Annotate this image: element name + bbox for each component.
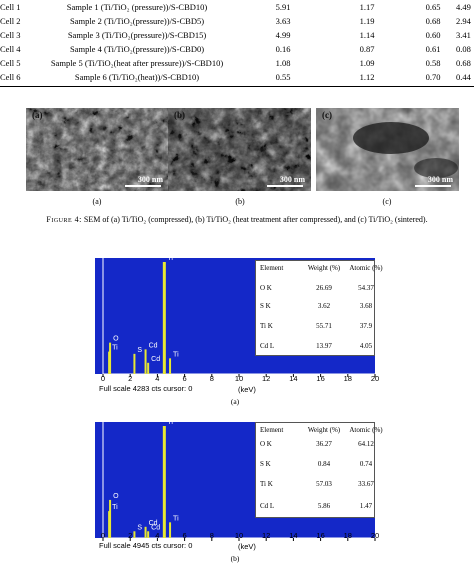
- value-3: 0.65: [425, 2, 441, 12]
- value-2: 1.17: [359, 2, 375, 12]
- sample-name: Sample 1 (Ti/TiO₂ (pressure))/S-CBD10): [66, 2, 208, 12]
- scale-bar: [415, 185, 451, 187]
- value-2: 1.09: [359, 58, 375, 68]
- eds-label-a: (a): [230, 397, 240, 406]
- atomic: 64.12: [358, 440, 374, 448]
- figure-caption: [0, 215, 474, 224]
- peak-label: S: [137, 346, 143, 354]
- scale-bar: [125, 185, 161, 187]
- sem-image-a: [26, 108, 169, 191]
- cell-name: Cell 6: [0, 72, 21, 82]
- peak-label: Cd: [151, 355, 161, 363]
- x-tick-label: 16: [316, 531, 325, 540]
- composition-header: [256, 425, 383, 435]
- scale-label: 300 nm: [427, 175, 453, 184]
- col-atomic: Atomic (%): [349, 264, 383, 272]
- x-tick-label: 20: [370, 531, 380, 540]
- subfigure-label-c: (c): [382, 197, 392, 206]
- sample-name: Sample 5 (Ti/TiO₂(heat after pressure))/S-CBD10): [50, 58, 224, 68]
- atomic: 1.47: [359, 502, 373, 510]
- x-tick-label: 4: [155, 531, 160, 540]
- x-tick-label: 10: [234, 531, 244, 540]
- peak-label: Ti: [173, 515, 179, 523]
- element: Ti K: [260, 322, 273, 330]
- peak-label: Ti: [167, 419, 173, 426]
- value-1: 5.91: [275, 2, 291, 12]
- peak-label: Cd: [148, 342, 158, 350]
- composition-row: [256, 283, 374, 293]
- value-3: 0.61: [425, 44, 441, 54]
- atomic: 0.74: [359, 460, 373, 468]
- value-2: 1.14: [359, 30, 375, 40]
- spectrum-peak: [169, 358, 171, 374]
- value-4: 4.49: [456, 2, 471, 12]
- col-weight: Weight (%): [307, 264, 341, 272]
- sample-name: Sample 2 (Ti/TiO₂(pressure))/S-CBD5): [69, 16, 205, 26]
- kev-unit-b: (keV): [238, 542, 256, 551]
- cell-name: Cell 1: [0, 2, 21, 12]
- value-2: 1.12: [359, 72, 375, 82]
- composition-row: [256, 439, 374, 449]
- cell-name: Cell 4: [0, 44, 21, 54]
- sem-tag: (b): [174, 110, 185, 120]
- value-1: 1.08: [275, 58, 291, 68]
- spectrum-peak: [147, 363, 149, 374]
- peak-label: O: [113, 335, 119, 343]
- x-tick-label: 0: [100, 531, 106, 540]
- sem-image-b: [168, 108, 311, 191]
- weight: 55.71: [316, 322, 332, 330]
- value-1: 4.99: [275, 30, 291, 40]
- table-row: [0, 14, 474, 28]
- atomic: 33.67: [358, 480, 374, 488]
- table-row: [0, 28, 474, 42]
- x-tick-label: 16: [316, 374, 325, 383]
- x-tick-label: 12: [262, 374, 271, 383]
- atomic: 3.68: [359, 302, 373, 310]
- composition-header: [256, 263, 383, 273]
- peak-label: S: [137, 524, 143, 532]
- peak-label: Cd: [151, 524, 161, 532]
- col-atomic: Atomic (%): [349, 426, 383, 434]
- x-tick-label: 10: [234, 374, 244, 383]
- sample-name: Sample 6 (Ti/TiO₂(heat))/S-CBD10): [74, 72, 200, 82]
- full-scale-b: Full scale 4945 cts cursor: 0: [99, 541, 193, 550]
- scale-label: 300 nm: [137, 175, 163, 184]
- value-4: 0.68: [456, 58, 471, 68]
- x-tick-label: 0: [100, 374, 106, 383]
- composition-row: [256, 479, 374, 489]
- element: Ti K: [260, 480, 273, 488]
- weight: 36.27: [316, 440, 332, 448]
- col-element: Element: [260, 426, 284, 434]
- eds-label-b: (b): [230, 554, 240, 563]
- x-tick-label: 2: [128, 374, 133, 383]
- value-4: 3.41: [456, 30, 471, 40]
- kev-unit-a: (keV): [238, 385, 256, 394]
- composition-row: [256, 321, 374, 331]
- weight: 0.84: [317, 460, 331, 468]
- x-tick-label: 14: [289, 374, 298, 383]
- caption-prefix: Figure 4:: [46, 215, 82, 224]
- value-3: 0.58: [425, 58, 441, 68]
- value-3: 0.68: [425, 16, 441, 26]
- value-4: 0.08: [456, 44, 471, 54]
- value-2: 0.87: [359, 44, 375, 54]
- composition-row: [256, 501, 374, 511]
- x-tick-label: 14: [289, 531, 298, 540]
- value-1: 3.63: [275, 16, 291, 26]
- sem-tag: (c): [322, 110, 332, 120]
- table-row: [0, 70, 474, 84]
- composition-row: [256, 341, 374, 351]
- spectrum-peak: [169, 522, 171, 538]
- peak-label: Ti: [167, 255, 173, 262]
- results-table: [0, 0, 474, 92]
- x-tick-label: 8: [209, 531, 214, 540]
- composition-row: [256, 459, 374, 469]
- table-bottom-rule: [0, 86, 474, 87]
- spectrum-peak: [163, 426, 166, 538]
- cell-name: Cell 2: [0, 16, 21, 26]
- value-1: 0.16: [275, 44, 291, 54]
- x-tick-label: 6: [182, 374, 187, 383]
- weight: 26.69: [316, 284, 332, 292]
- value-4: 0.44: [456, 72, 471, 82]
- x-tick-label: 18: [343, 531, 352, 540]
- peak-label: Ti: [112, 504, 118, 512]
- cell-name: Cell 3: [0, 30, 21, 40]
- sample-name: Sample 4 (Ti/TiO₂(pressure))/S-CBD0): [69, 44, 205, 54]
- peak-label: Ti: [173, 351, 179, 359]
- atomic: 4.05: [359, 342, 373, 350]
- weight: 5.86: [317, 502, 331, 510]
- caption-text: SEM of (a) Ti/TiO₂ (compressed), (b) Ti/TiO₂ (heat treatment after compressed), and (c) Ti/TiO₂ (sintered).: [83, 215, 428, 224]
- value-1: 0.55: [275, 72, 291, 82]
- cell-name: Cell 5: [0, 58, 21, 68]
- spectrum-peak: [108, 352, 110, 374]
- value-2: 1.19: [359, 16, 375, 26]
- x-tick-label: 8: [209, 374, 214, 383]
- composition-table-a: [255, 260, 383, 356]
- sample-name: Sample 3 (Ti/TiO₂(pressure))/S-CBD15): [67, 30, 207, 40]
- scale-bar: [267, 185, 303, 187]
- spectrum-peak: [145, 349, 147, 374]
- composition-table-b: [255, 422, 383, 518]
- spectrum-peak: [145, 527, 147, 538]
- x-tick-label: 12: [262, 531, 271, 540]
- element: S K: [260, 460, 271, 468]
- table-row: [0, 56, 474, 70]
- composition-row: [256, 301, 374, 311]
- full-scale-a: Full scale 4283 cts cursor: 0: [99, 384, 193, 393]
- sem-image-c: [316, 108, 459, 191]
- peak-label: O: [113, 492, 119, 500]
- value-3: 0.60: [425, 30, 441, 40]
- subfigure-label-a: (a): [92, 197, 102, 206]
- col-element: Element: [260, 264, 284, 272]
- weight: 13.97: [316, 342, 332, 350]
- atomic: 54.37: [358, 284, 374, 292]
- x-tick-label: 6: [182, 531, 187, 540]
- element: O K: [260, 284, 272, 292]
- element: S K: [260, 302, 271, 310]
- x-tick-label: 20: [370, 374, 380, 383]
- subfigure-label-b: (b): [235, 197, 245, 206]
- element: Cd L: [260, 342, 275, 350]
- x-tick-label: 18: [343, 374, 352, 383]
- spectrum-peak: [133, 354, 135, 374]
- element: Cd L: [260, 502, 275, 510]
- peak-label: Ti: [112, 344, 118, 352]
- sem-tag: (a): [32, 110, 43, 120]
- element: O K: [260, 440, 272, 448]
- value-3: 0.70: [425, 72, 441, 82]
- peak-label: Cd: [148, 519, 158, 527]
- x-tick-label: 4: [155, 374, 160, 383]
- table-row: [0, 0, 474, 14]
- spectrum-peak: [163, 262, 166, 374]
- value-4: 2.94: [456, 16, 471, 26]
- scale-label: 300 nm: [279, 175, 305, 184]
- table-row: [0, 42, 474, 56]
- x-tick-label: 2: [128, 531, 133, 540]
- atomic: 37.9: [359, 322, 373, 330]
- weight: 57.03: [316, 480, 332, 488]
- weight: 3.62: [317, 302, 331, 310]
- eds-spectrum-b: [95, 419, 383, 545]
- col-weight: Weight (%): [307, 426, 341, 434]
